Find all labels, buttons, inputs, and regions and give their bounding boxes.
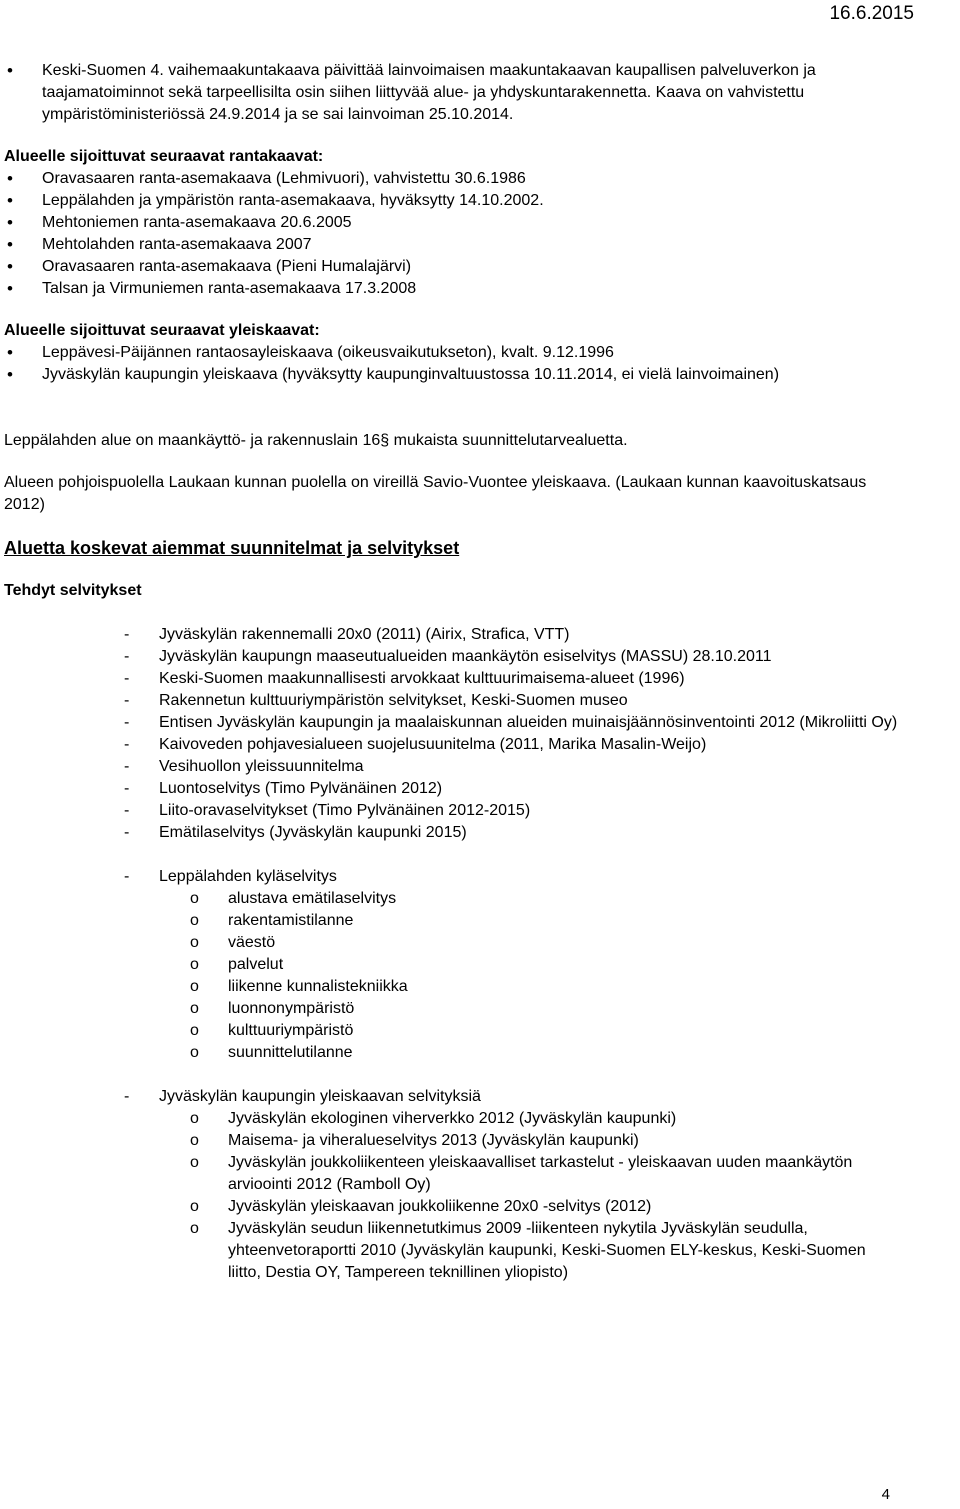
page-date: 16.6.2015 <box>829 3 914 24</box>
list-item: - Rakennetun kulttuuriympäristön selvitykset, Keski-Suomen museo <box>4 690 900 712</box>
village-study-title: - Leppälahden kyläselvitys <box>4 866 900 888</box>
list-item: o rakentamistilanne <box>4 910 900 932</box>
list-item: • Leppävesi-Päijännen rantaosayleiskaava (oikeusvaikutukseton), kvalt. 9.12.1996 <box>4 342 900 364</box>
general-plans-list <box>4 342 900 386</box>
studies-list <box>4 624 900 844</box>
list-item: - Emätilaselvitys (Jyväskylän kaupunki 2015) <box>4 822 900 844</box>
list-item: - Jyväskylän kaupungn maaseutualueiden maankäytön esiselvitys (MASSU) 28.10.2011 <box>4 646 900 668</box>
list-item: • Mehtolahden ranta-asemakaava 2007 <box>4 234 900 256</box>
list-item: o Jyväskylän yleiskaavan joukkoliikenne 20x0 -selvitys (2012) <box>4 1196 900 1218</box>
list-item: - Jyväskylän rakennemalli 20x0 (2011) (Airix, Strafica, VTT) <box>4 624 900 646</box>
city-studies <box>4 1086 900 1108</box>
list-item: o alustava emätilaselvitys <box>4 888 900 910</box>
list-item: • Talsan ja Virmuniemen ranta-asemakaava 17.3.2008 <box>4 278 900 300</box>
list-item: - Luontoselvitys (Timo Pylvänäinen 2012) <box>4 778 900 800</box>
city-studies-title: - Jyväskylän kaupungin yleiskaavan selvityksiä <box>4 1086 900 1108</box>
subheading: Tehdyt selvitykset <box>4 582 142 599</box>
list-item: - Keski-Suomen maakunnallisesti arvokkaat kulttuurimaisema-alueet (1996) <box>4 668 900 690</box>
list-item: • Oravasaaren ranta-asemakaava (Pieni Humalajärvi) <box>4 256 900 278</box>
paragraph-planning-area: Leppälahden alue on maankäyttö- ja rakennuslain 16§ mukaista suunnittelutarvealuetta. <box>4 432 628 449</box>
document-body <box>4 60 900 1284</box>
list-item: o Maisema- ja viheralueselvitys 2013 (Jyväskylän kaupunki) <box>4 1130 900 1152</box>
city-studies-items <box>4 1108 900 1284</box>
list-item: - Liito-oravaselvitykset (Timo Pylvänäinen 2012-2015) <box>4 800 900 822</box>
list-item: o luonnonympäristö <box>4 998 900 1020</box>
intro-text: • Keski-Suomen 4. vaihemaakuntakaava päivittää lainvoimaisen maakuntakaavan kaupallisen palveluverkon ja taajamatoiminnot sekä tarpeellisilta osin siihen liittyvää alue- ja yhdyskuntarakennetta. Kaava on vahvistettu ympäristöministeriössä 24.9.2014 ja se sai lainvoiman 25.10.2014. <box>4 60 900 126</box>
paragraph-laukaa: Alueen pohjoispuolella Laukaan kunnan puolella on vireillä Savio-Vuontee yleiskaava. (Laukaan kunnan kaavoituskatsaus 2012) <box>4 474 867 513</box>
list-item: o Jyväskylän ekologinen viherverkko 2012 (Jyväskylän kaupunki) <box>4 1108 900 1130</box>
intro-list <box>4 60 900 126</box>
general-plans-heading: Alueelle sijoittuvat seuraavat yleiskaavat: <box>4 322 320 339</box>
list-item: • Oravasaaren ranta-asemakaava (Lehmivuori), vahvistettu 30.6.1986 <box>4 168 900 190</box>
list-item: - Entisen Jyväskylän kaupungin ja maalaiskunnan alueiden muinaisjäännösinventointi 2012 (Mikroliitti Oy) <box>4 712 900 734</box>
section-heading: Aluetta koskevat aiemmat suunnitelmat ja selvitykset <box>4 538 460 558</box>
list-item: o Jyväskylän seudun liikennetutkimus 2009 -liikenteen nykytila Jyväskylän seudulla, yhteenvetoraportti 2010 (Jyväskylän kaupunki, Keski-Suomen ELY-keskus, Keski-Suomen liitto, Destia OY, Tampereen teknillinen yliopisto) <box>4 1218 900 1284</box>
list-item: • Mehtoniemen ranta-asemakaava 20.6.2005 <box>4 212 900 234</box>
list-item: o liikenne kunnalistekniikka <box>4 976 900 998</box>
page-number: 4 <box>881 1486 890 1503</box>
list-item: o suunnittelutilanne <box>4 1042 900 1064</box>
list-item: - Kaivoveden pohjavesialueen suojelusuunitelma (2011, Marika Masalin-Weijo) <box>4 734 900 756</box>
list-item: o kulttuuriympäristö <box>4 1020 900 1042</box>
village-study <box>4 866 900 888</box>
list-item: • Leppälahden ja ympäristön ranta-asemakaava, hyväksytty 14.10.2002. <box>4 190 900 212</box>
list-item: o väestö <box>4 932 900 954</box>
shore-plans-heading: Alueelle sijoittuvat seuraavat rantakaavat: <box>4 148 324 165</box>
list-item: - Vesihuollon yleissuunnitelma <box>4 756 900 778</box>
list-item: o palvelut <box>4 954 900 976</box>
shore-plans-list <box>4 168 900 300</box>
list-item: • Jyväskylän kaupungin yleiskaava (hyväksytty kaupunginvaltuustossa 10.11.2014, ei vielä lainvoimainen) <box>4 364 900 386</box>
list-item: o Jyväskylän joukkoliikenteen yleiskaavalliset tarkastelut - yleiskaavan uuden maankäytön arvioointi 2012 (Ramboll Oy) <box>4 1152 900 1196</box>
village-study-items <box>4 888 900 1064</box>
